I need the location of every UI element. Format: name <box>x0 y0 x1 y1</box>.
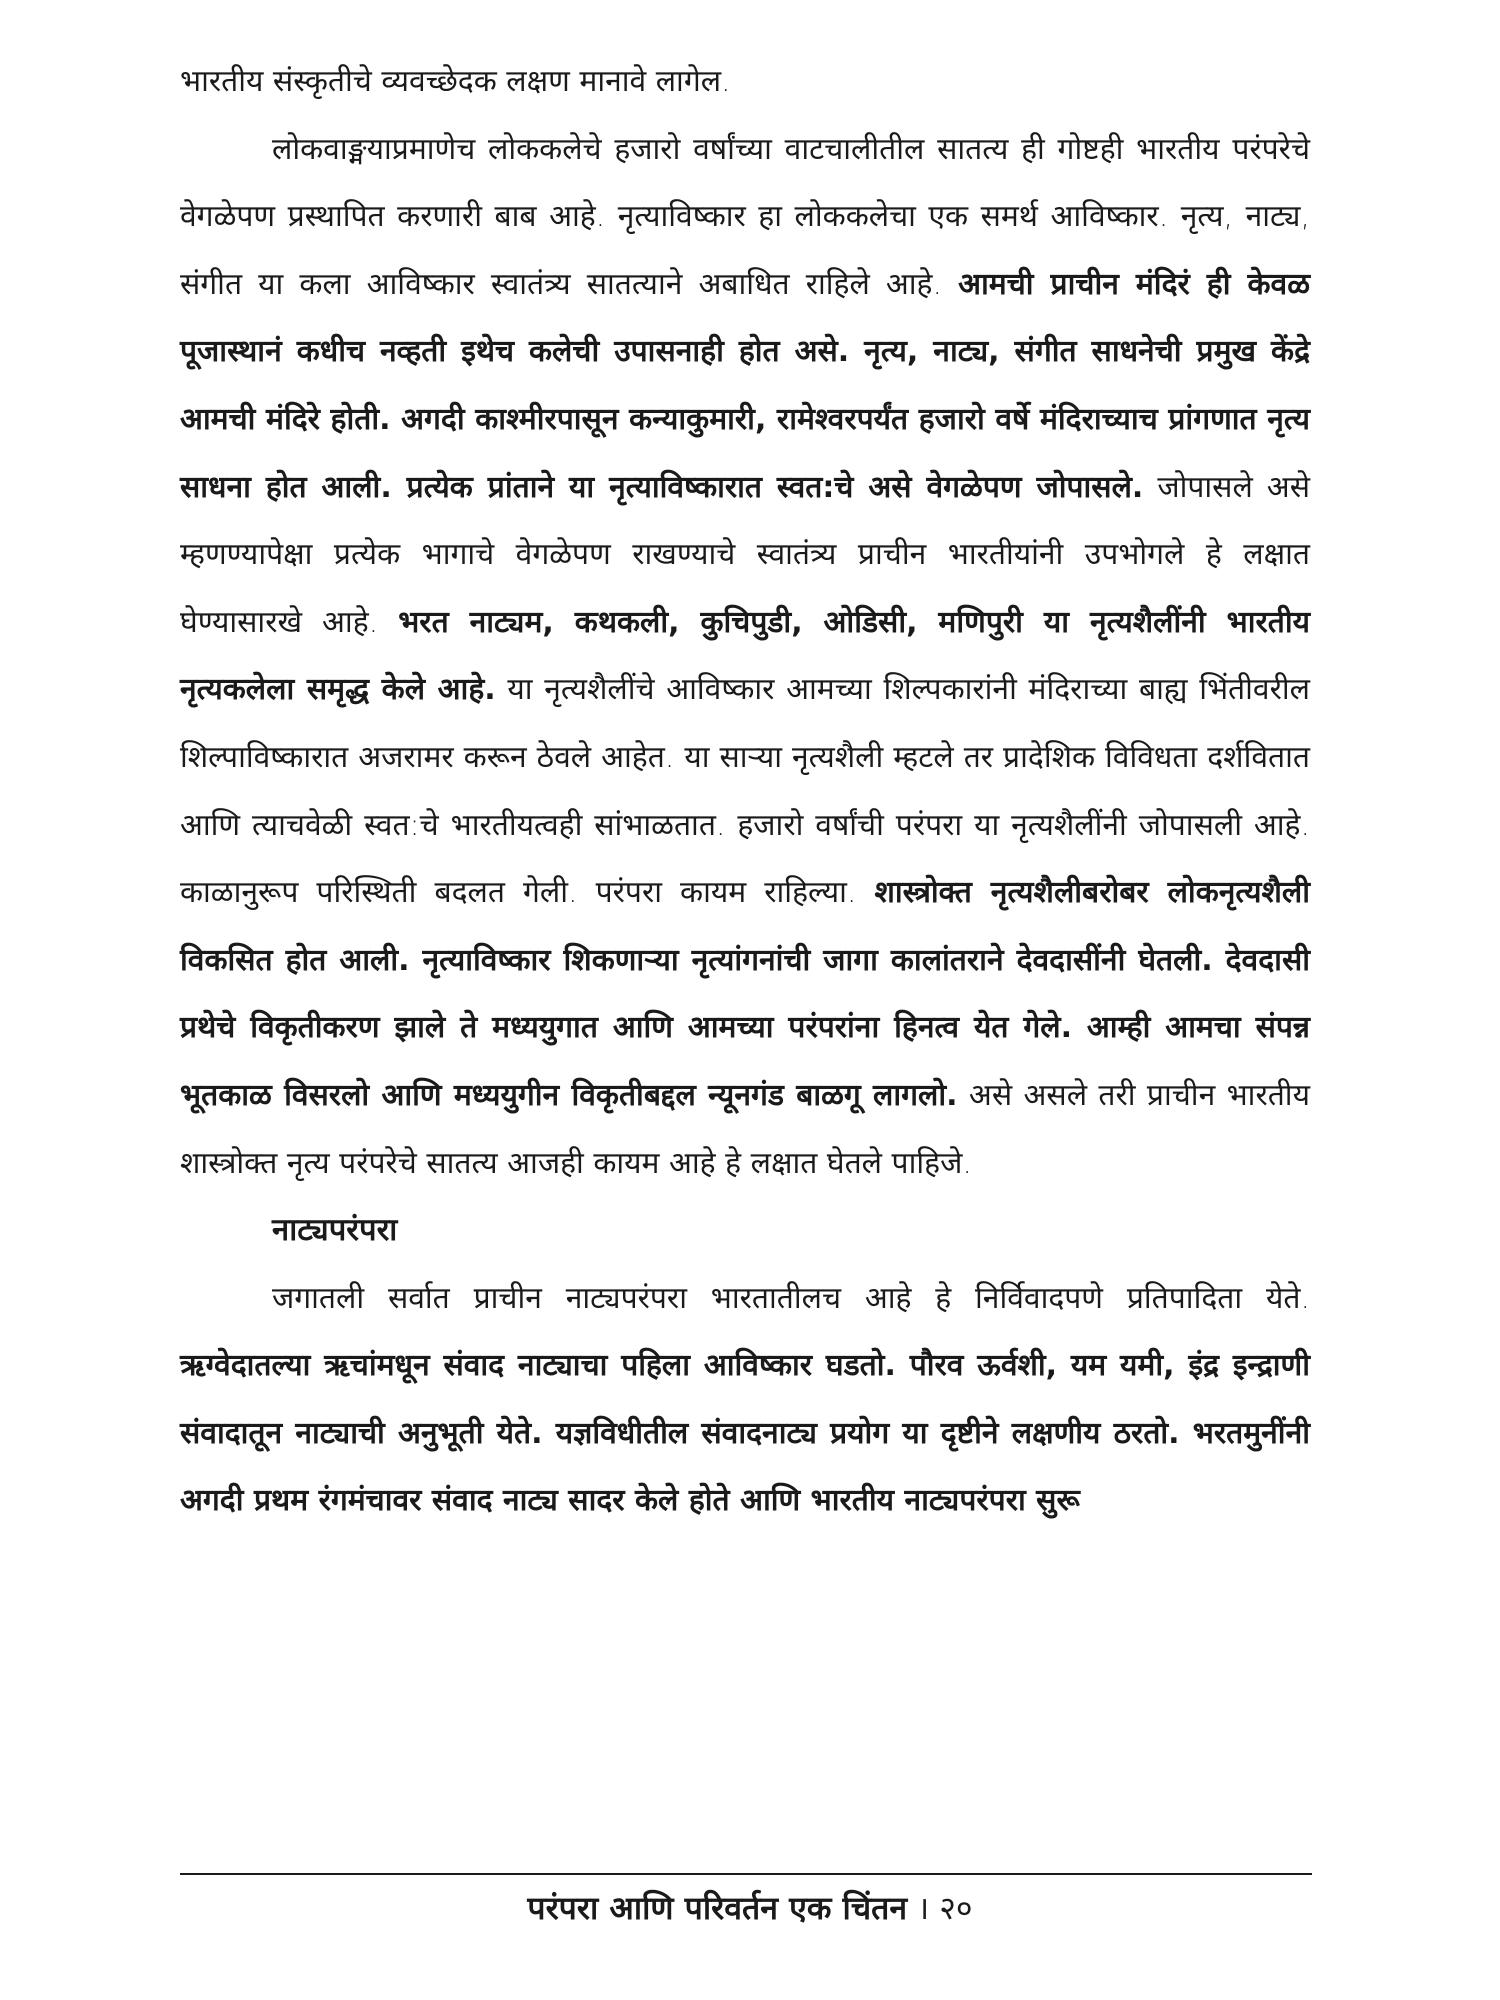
text-run: असे असले तरी प्राचीन भारतीय शास्त्रोक्त नृत्य परंपरेचे सातत्य आजही कायम आहे हे लक्षात घेतले पाहिजे. <box>180 1077 1310 1181</box>
footer-book-title: परंपरा आणि परिवर्तन एक चिंतन <box>527 1889 908 1927</box>
paragraph <box>180 1265 1310 1535</box>
text-run: लोकवाङ्मयाप्रमाणेच लोककलेचे हजारो वर्षांच्या वाटचालीतील सातत्य ही गोष्टही भारतीय परंपरेचे वेगळेपण प्रस्थापित करणारी बाब आहे. नृत्याविष्कार हा लोककलेचा एक समर्थ आविष्कार. नृत्य, नाट्य, संगीत या कला आविष्कार स्वातंत्र्य सातत्याने अबाधित राहिले आहे. <box>180 131 1310 302</box>
bold-text-run: आमची प्राचीन मंदिरं ही केवळ पूजास्थानं कधीच नव्हती इथेच कलेची उपासनाही होत असे. नृत्य, नाट्य, संगीत साधनेची प्रमुख केंद्रे आमची मंदिरे होती. अगदी काश्मीरपासून कन्याकुमारी, रामेश्वरपर्यंत हजारो वर्षे मंदिराच्याच प्रांगणात नृत्य साधना होत आली. प्रत्येक प्रांताने या नृत्याविष्कारात स्वत:चे असे वेगळेपण जोपासले. <box>180 266 1311 505</box>
page-footer <box>0 1882 1500 1934</box>
paragraph <box>180 48 1310 116</box>
text-run: भारतीय संस्कृतीचे व्यवच्छेदक लक्षण मानावे लागेल. <box>180 64 731 99</box>
text-run: जगातली सर्वात प्राचीन नाट्यपरंपरा भारतातीलच आहे हे निर्विवादपणे प्रतिपादिता येते. <box>272 1280 1310 1316</box>
section-body-2 <box>180 1265 1310 1535</box>
section-heading: नाट्यपरंपरा <box>272 1212 398 1249</box>
bold-text-run: भरत नाट्यम, कथकली, कुचिपुडी, ओडिसी, मणिपुरी या नृत्यशैलींनी भारतीय नृत्यकलेला समृद्ध केले आहे. <box>180 604 1310 708</box>
section-body <box>180 48 1310 1197</box>
footer-divider <box>180 1873 1312 1875</box>
footer-separator: । <box>917 1889 930 1927</box>
text-run: या नृत्यशैलींचे आविष्कार आमच्या शिल्पकारांनी मंदिराच्या बाह्य भिंतीवरील शिल्पाविष्कारात अजरामर करून ठेवले आहेत. या साऱ्या नृत्यशैली म्हटले तर प्रादेशिक विविधता दर्शवितात आणि त्याचवेळी स्वत:चे भारतीयत्वही सांभाळतात. हजारो वर्षांची परंपरा या नृत्यशैलींनी जोपासली आहे. काळानुरूप परिस्थिती बदलत गेली. परंपरा कायम राहिल्या. <box>180 672 1310 911</box>
page-number: २० <box>939 1889 973 1927</box>
bold-text-run: शास्त्रोक्त नृत्यशैलीबरोबर लोकनृत्यशैली विकसित होत आली. नृत्याविष्कार शिकणाऱ्या नृत्यांगनांची जागा कालांतराने देवदासींनी घेतली. देवदासी प्रथेचे विकृतीकरण झाले ते मध्ययुगात आणि आमच्या परंपरांना हिनत्व येत गेले. आम्ही आमचा संपन्न भूतकाळ विसरलो आणि मध्ययुगीन विकृतीबद्दल न्यूनगंड बाळगू लागलो. <box>180 875 1311 1113</box>
bold-text-run: ऋग्वेदातल्या ऋचांमधून संवाद नाट्याचा पहिला आविष्कार घडतो. पौरव ऊर्वशी, यम यमी, इंद्र इन्द्राणी संवादातून नाट्याची अनुभूती येते. यज्ञविधीतील संवादनाट्य प्रयोग या दृष्टीने लक्षणीय ठरतो. भरतमुनींनी अगदी प्रथम रंगमंचावर संवाद नाट्य सादर केले होते आणि भारतीय नाट्यपरंपरा सुरू <box>180 1348 1310 1519</box>
paragraph <box>180 116 1310 1198</box>
text-run: जोपासले असे म्हणण्यापेक्षा प्रत्येक भागाचे वेगळेपण राखण्याचे स्वातंत्र्य प्राचीन भारतीयांनी उपभोगले हे लक्षात घेण्यासारखे आहे. <box>180 469 1310 640</box>
page-body <box>180 48 1310 1535</box>
